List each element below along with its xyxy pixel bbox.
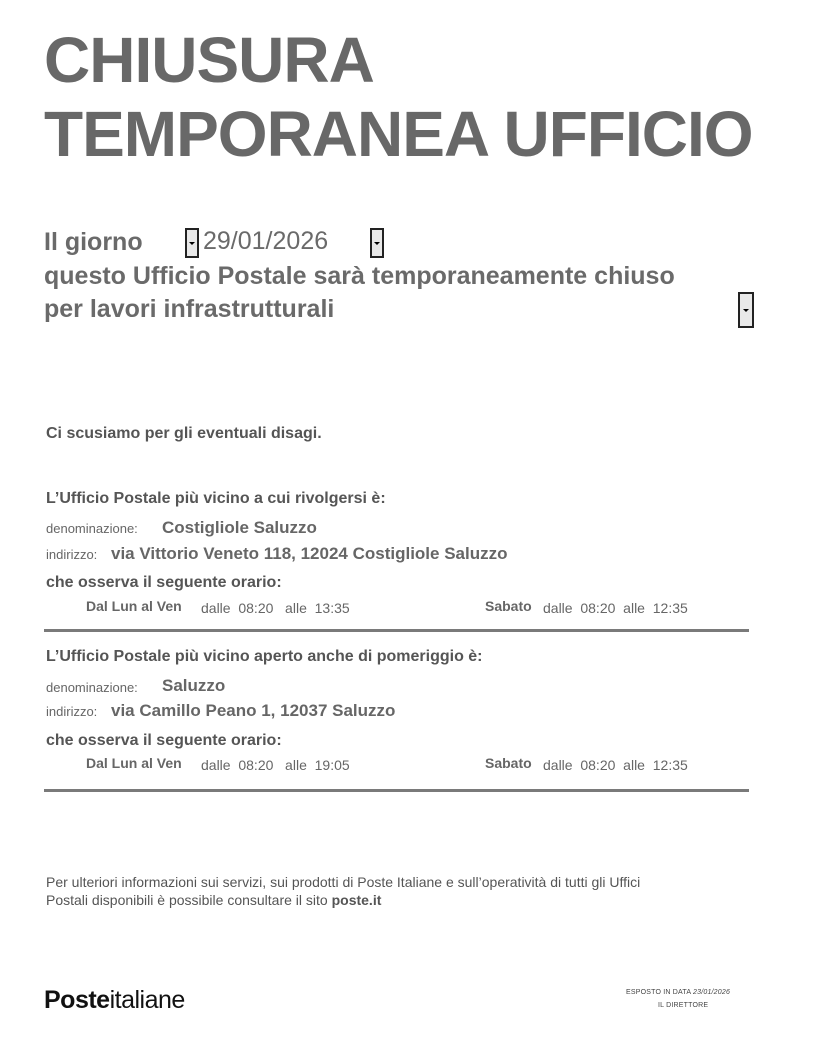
office-1-heading: L’Ufficio Postale più vicino a cui rivolgersi è: [46,490,386,507]
office-2-weekday-label: Dal Lun al Ven [86,755,182,771]
office-2-saturday-hours: dalle 08:20 alle 12:35 [543,757,688,773]
divider [44,629,749,632]
logo-bold: Poste [44,986,110,1014]
signature-label: IL DIRETTORE [658,1002,709,1009]
date-dropdown-right[interactable] [370,228,384,258]
office-2-address-label: indirizzo: [46,704,98,719]
office-1-name: Costigliole Saluzzo [162,518,317,537]
exposure-info [626,989,730,996]
poste-italiane-logo [44,986,185,1015]
title-line-1: CHIUSURA [44,24,374,96]
logo-regular: italiane [109,986,185,1014]
office-1-address: via Vittorio Veneto 118, 12024 Costigliole Saluzzo [111,544,508,563]
exposure-label: ESPOSTO IN DATA [626,989,691,996]
office-1-address-label: indirizzo: [46,547,98,562]
dropdown-arrow-icon [374,242,380,245]
office-1-name-label: denominazione: [46,521,138,536]
office-2-saturday-label: Sabato [485,755,532,771]
office-2-name: Saluzzo [162,676,226,695]
footer-line-1: Per ulteriori informazioni sui servizi, sui prodotti di Poste Italiane e sull’operatività di tutti gli Uffici [46,874,641,890]
dropdown-arrow-icon [189,242,195,245]
apology-text: Ci scusiamo per gli eventuali disagi. [46,425,322,442]
dropdown-arrow-icon [743,309,749,312]
notice-line-2: questo Ufficio Postale sarà temporaneamente chiuso [44,262,675,290]
reason-dropdown[interactable] [738,292,754,328]
office-2-heading: L’Ufficio Postale più vicino aperto anche di pomeriggio è: [46,648,483,665]
office-1-weekday-label: Dal Lun al Ven [86,598,182,614]
office-1-saturday-hours: dalle 08:20 alle 12:35 [543,600,688,616]
notice-prefix: Il giorno [44,228,143,256]
office-2-schedule-heading: che osserva il seguente orario: [46,732,282,749]
office-2-address: via Camillo Peano 1, 12037 Saluzzo [111,701,396,720]
office-1-saturday-label: Sabato [485,598,532,614]
poste-link[interactable]: poste.it [331,892,382,908]
title-line-2: TEMPORANEA UFFICIO [44,98,753,170]
office-1-weekday-hours: dalle 08:20 alle 13:35 [201,600,350,616]
date-dropdown-left[interactable] [185,228,199,258]
office-2-weekday-hours: dalle 08:20 alle 19:05 [201,757,350,773]
office-2-name-label: denominazione: [46,680,138,695]
notice-date: 29/01/2026 [203,227,329,255]
exposure-date: 23/01/2026 [693,989,731,996]
footer-line-2 [46,892,381,908]
divider [44,789,749,792]
notice-line-3: per lavori infrastrutturali [44,295,335,323]
footer-line-2-text: Postali disponibili è possibile consultare il sito [46,892,332,908]
office-1-schedule-heading: che osserva il seguente orario: [46,574,282,591]
